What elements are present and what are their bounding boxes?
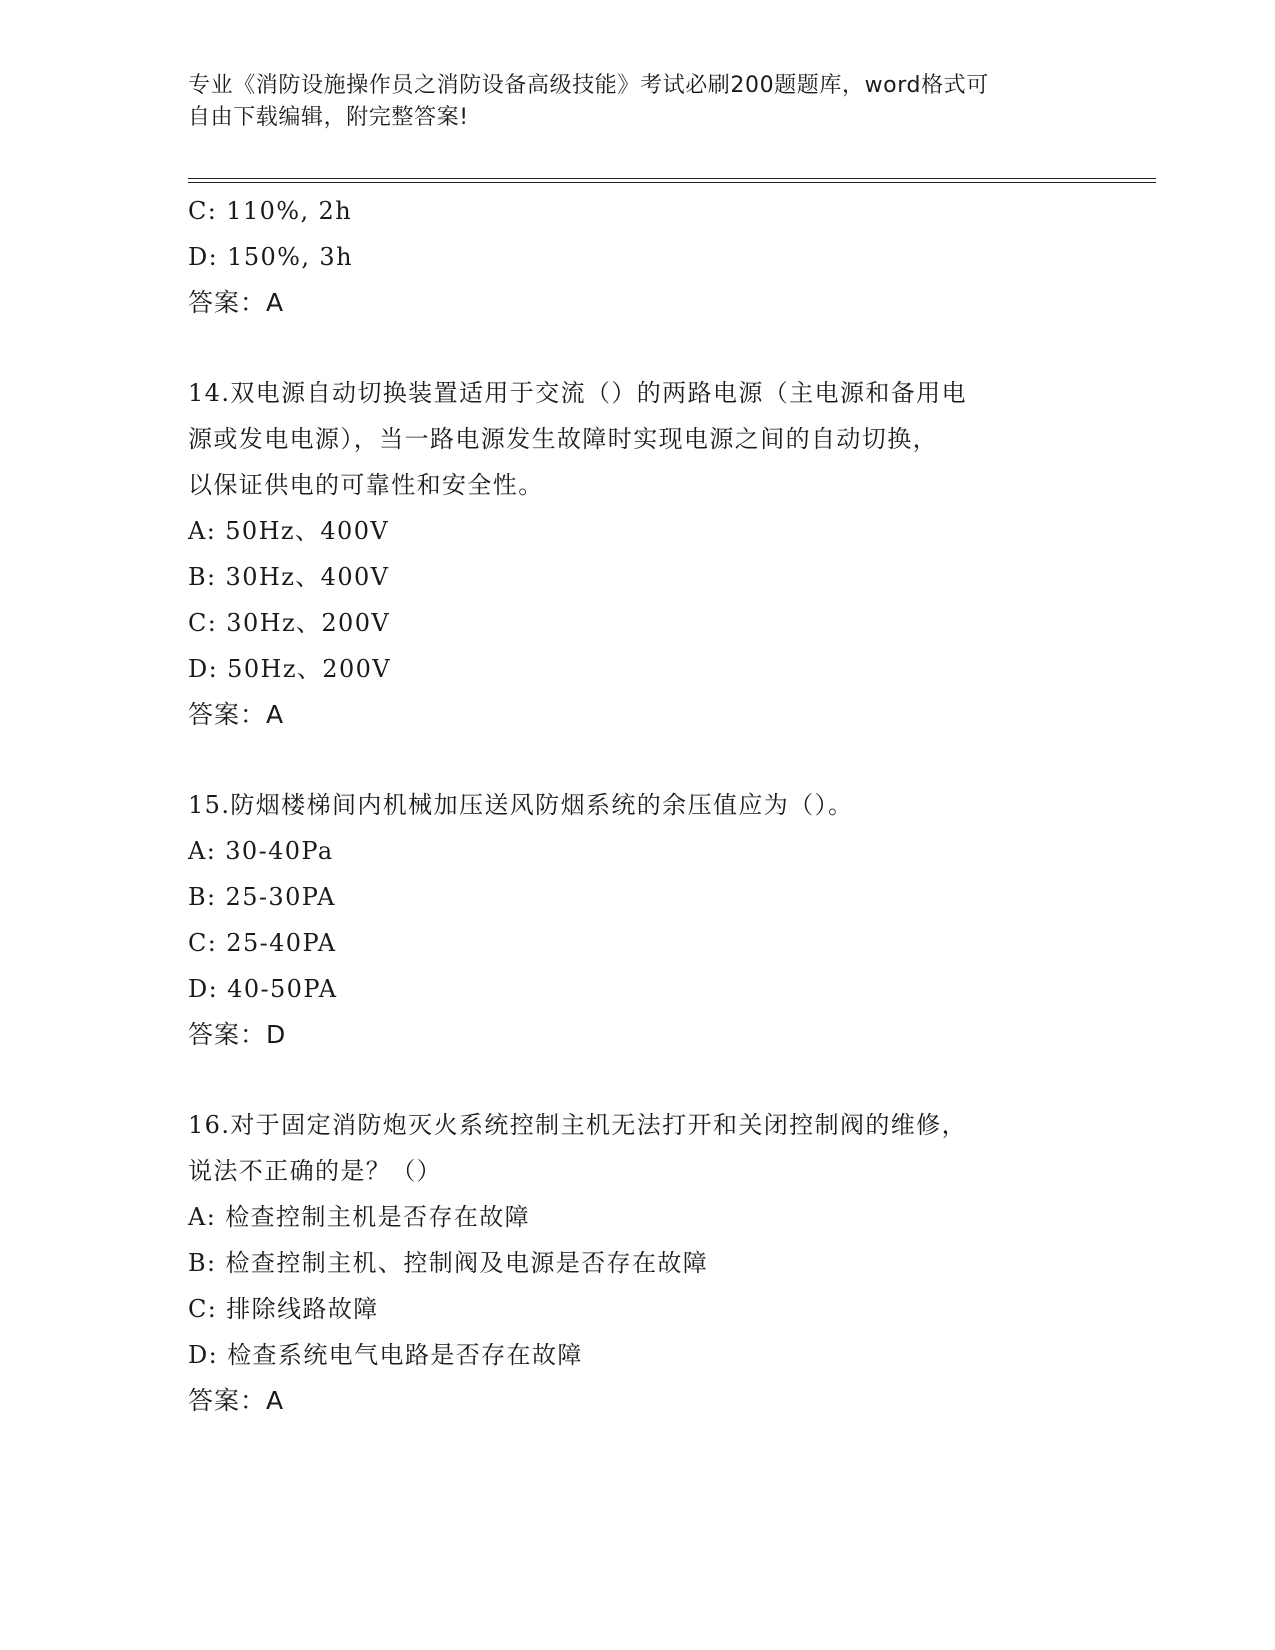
question-stem [188, 782, 1088, 828]
question-stem-line: 15.防烟楼梯间内机械加压送风防烟系统的余压值应为（）。 [188, 791, 854, 819]
question-stem-line: 以保证供电的可靠性和安全性。 [188, 471, 544, 499]
answer-line: 答案：A [188, 288, 285, 317]
option-a: A: 30-40Pa [188, 837, 334, 865]
question-14 [188, 370, 1088, 738]
option-d: D: 检查系统电气电路是否存在故障 [188, 1341, 583, 1369]
question-stem-line: 说法不正确的是？（） [188, 1157, 442, 1185]
option-b: B: 25-30PA [188, 883, 336, 911]
option-a: A: 检查控制主机是否存在故障 [188, 1203, 531, 1231]
option-a: A: 50Hz、400V [188, 517, 390, 545]
question-stem [188, 1102, 1088, 1194]
option-b: B: 30Hz、400V [188, 563, 390, 591]
header-line-1: 专业《消防设施操作员之消防设备高级技能》考试必刷200题题库，word格式可 [188, 73, 989, 98]
header-line-2: 自由下载编辑，附完整答案! [188, 105, 469, 130]
document-body [188, 188, 1088, 1424]
question-15 [188, 782, 1088, 1058]
question-stem [188, 370, 1088, 508]
option-c: C: 110%, 2h [188, 197, 353, 225]
option-d: D: 40-50PA [188, 975, 338, 1003]
page-header [188, 70, 1088, 134]
question-stem-line: 源或发电电源），当一路电源发生故障时实现电源之间的自动切换， [188, 425, 938, 453]
option-c: C: 30Hz、200V [188, 609, 391, 637]
question-stem-line: 14.双电源自动切换装置适用于交流（）的两路电源（主电源和备用电 [188, 379, 967, 407]
question-16 [188, 1102, 1088, 1424]
option-c: C: 25-40PA [188, 929, 337, 957]
question-stem-line: 16.对于固定消防炮灭火系统控制主机无法打开和关闭控制阀的维修， [188, 1111, 967, 1139]
option-d: D: 50Hz、200V [188, 655, 392, 683]
header-divider [188, 178, 1156, 183]
option-c: C: 排除线路故障 [188, 1295, 379, 1323]
answer-line: 答案：A [188, 700, 285, 729]
answer-line: 答案：A [188, 1386, 285, 1415]
option-b: B: 检查控制主机、控制阀及电源是否存在故障 [188, 1249, 709, 1277]
option-d: D: 150%, 3h [188, 243, 353, 271]
carryover-question [188, 188, 1088, 326]
answer-line: 答案：D [188, 1020, 287, 1049]
